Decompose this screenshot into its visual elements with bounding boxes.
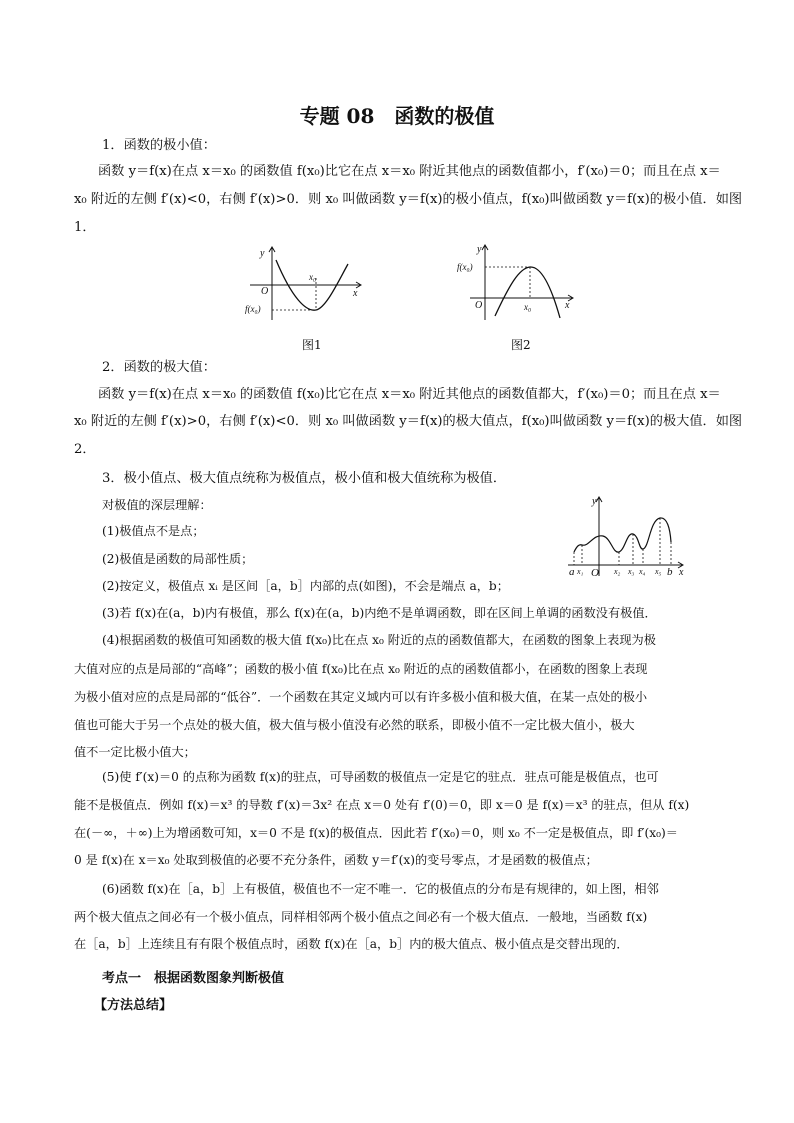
figure-2-x-label: x xyxy=(565,300,570,311)
deep-p6-line-2: 两个极大值点之间必有一个极小值点，同样相邻两个极小值点之间必有一个极大值点．一般地，当函数 f(x) xyxy=(74,910,648,924)
figure-3-b-label: b xyxy=(667,566,673,578)
deep-p5-line-4: 0 是 f(x)在 x＝x₀ 处取到极值的必要不充分条件，函数 y＝f′(x)的变号零点，才是函数的极值点； xyxy=(74,853,598,867)
section-3-line-1: 3．极小值点、极大值点统称为极值点，极小值和极大值统称为极值． xyxy=(102,471,507,486)
deep-item-2: (2)极值是函数的局部性质； xyxy=(102,552,254,566)
figure-1-y-label: y xyxy=(260,248,265,259)
deep-p4-line-4: 值也可能大于另一个点处的极大值，极大值与极小值没有必然的联系，即极小值不一定比极大值小，极大 xyxy=(74,718,635,732)
section-1-line-3: 1． xyxy=(74,220,96,235)
figure-3-x2-label: x₂ xyxy=(614,567,621,576)
figure-3-graph xyxy=(563,492,693,580)
section-2-line-1: 函数 y＝f(x)在点 x＝x₀ 的函数值 f(x₀)比它在点 x＝x₀ 附近其他点的函数值都大，f′(x₀)＝0；而且在点 x＝ xyxy=(98,387,721,402)
figure-1-x-label: x xyxy=(353,288,358,299)
figure-1-origin-label: O xyxy=(261,286,269,297)
key-point-title: 考点一 根据函数图象判断极值 xyxy=(102,971,285,986)
deep-p4-line-5: 值不一定比极小值大； xyxy=(74,745,196,759)
figure-3-a-label: a xyxy=(569,566,575,578)
figure-3-x5-label: x₅ xyxy=(655,567,662,576)
deep-p5-line-3: 在(－∞，＋∞)上为增函数可知，x＝0 不是 f(x)的极值点．因此若 f′(x₀)＝0，则 x₀ 不一定是极值点，即 f′(x₀)＝ xyxy=(74,826,678,840)
figure-3-x4-label: x₄ xyxy=(639,567,646,576)
method-summary-heading: 【方法总结】 xyxy=(94,998,173,1013)
figure-1-x0-label: x₀ xyxy=(309,272,317,282)
figure-3-x-label: x xyxy=(679,567,684,578)
deep-p5-line-2: 能不是极值点．例如 f(x)＝x³ 的导数 f′(x)＝3x² 在点 x＝0 处有 f′(0)＝0，即 x＝0 是 f(x)＝x³ 的驻点，但从 f(x) xyxy=(74,798,690,812)
section-2-heading: 2．函数的极大值： xyxy=(102,360,216,375)
figure-1-caption: 图1 xyxy=(302,338,322,352)
section-2-line-3: 2． xyxy=(74,442,96,457)
deep-item-3: (2)按定义，极值点 xᵢ 是区间［a，b］内部的点(如图)，不会是端点 a，b； xyxy=(102,579,509,593)
section-2-line-2: x₀ 附近的左侧 f′(x)>0，右侧 f′(x)<0．则 x₀ 叫做函数 y＝f(x)的极大值点，f(x₀)叫做函数 y＝f(x)的极大值．如图 xyxy=(74,414,743,429)
figure-3-x3-label: x₃ xyxy=(628,567,635,576)
figure-3-origin-label: O xyxy=(591,567,599,579)
deep-item-4: (3)若 f(x)在(a，b)内有极值，那么 f(x)在(a，b)内绝不是单调函数，即在区间上单调的函数没有极值． xyxy=(102,606,657,620)
figure-1-fx0-label: f(x₀) xyxy=(245,304,261,314)
figure-2-y-label: y xyxy=(477,244,482,255)
figure-3-x1-label: x₁ xyxy=(577,567,584,576)
deep-p4-line-1: (4)根据函数的极值可知函数的极大值 f(x₀)比在点 x₀ 附近的点的函数值都大，在函数的图象上表现为极 xyxy=(102,633,656,647)
deep-p6-line-3: 在［a，b］上连续且有有限个极值点时，函数 f(x)在［a，b］内的极大值点、极小值点是交替出现的． xyxy=(74,937,629,951)
section-1-line-1: 函数 y＝f(x)在点 x＝x₀ 的函数值 f(x₀)比它在点 x＝x₀ 附近其他点的函数值都小，f′(x₀)＝0；而且在点 x＝ xyxy=(98,164,721,179)
figure-2-origin-label: O xyxy=(475,300,483,311)
section-1-line-2: x₀ 附近的左侧 f′(x)<0，右侧 f′(x)>0．则 x₀ 叫做函数 y＝f(x)的极小值点，f(x₀)叫做函数 y＝f(x)的极小值．如图 xyxy=(74,192,743,207)
figure-2-x0-label: x₀ xyxy=(524,302,532,312)
figure-2-fx0-label: f(x₀) xyxy=(457,262,473,272)
figure-3-curve xyxy=(574,518,671,552)
figure-3-y-label: y xyxy=(592,496,597,507)
section-1-heading: 1．函数的极小值： xyxy=(102,138,216,153)
deep-p4-line-3: 为极小值对应的点是局部的“低谷”．一个函数在其定义域内可以有许多极小值和极大值，在某一点处的极小 xyxy=(74,690,648,704)
figure-1-graph xyxy=(240,240,370,325)
page-title: 专题 08 函数的极值 xyxy=(299,104,495,128)
figure-2-graph xyxy=(455,238,585,323)
deep-intro: 对极值的深层理解： xyxy=(102,498,212,512)
deep-p4-line-2: 大值对应的点是局部的“高峰”；函数的极小值 f(x₀)比在点 x₀ 附近的点的函数值都小，在函数的图象上表现 xyxy=(74,662,648,676)
deep-item-1: (1)极值点不是点； xyxy=(102,524,205,538)
deep-p6-line-1: (6)函数 f(x)在［a，b］上有极值，极值也不一定不唯一．它的极值点的分布是有规律的，如上图，相邻 xyxy=(102,882,659,896)
figure-2-caption: 图2 xyxy=(511,338,531,352)
deep-p5-line-1: (5)使 f′(x)＝0 的点称为函数 f(x)的驻点，可导函数的极值点一定是它的驻点．驻点可能是极值点，也可 xyxy=(102,770,659,784)
